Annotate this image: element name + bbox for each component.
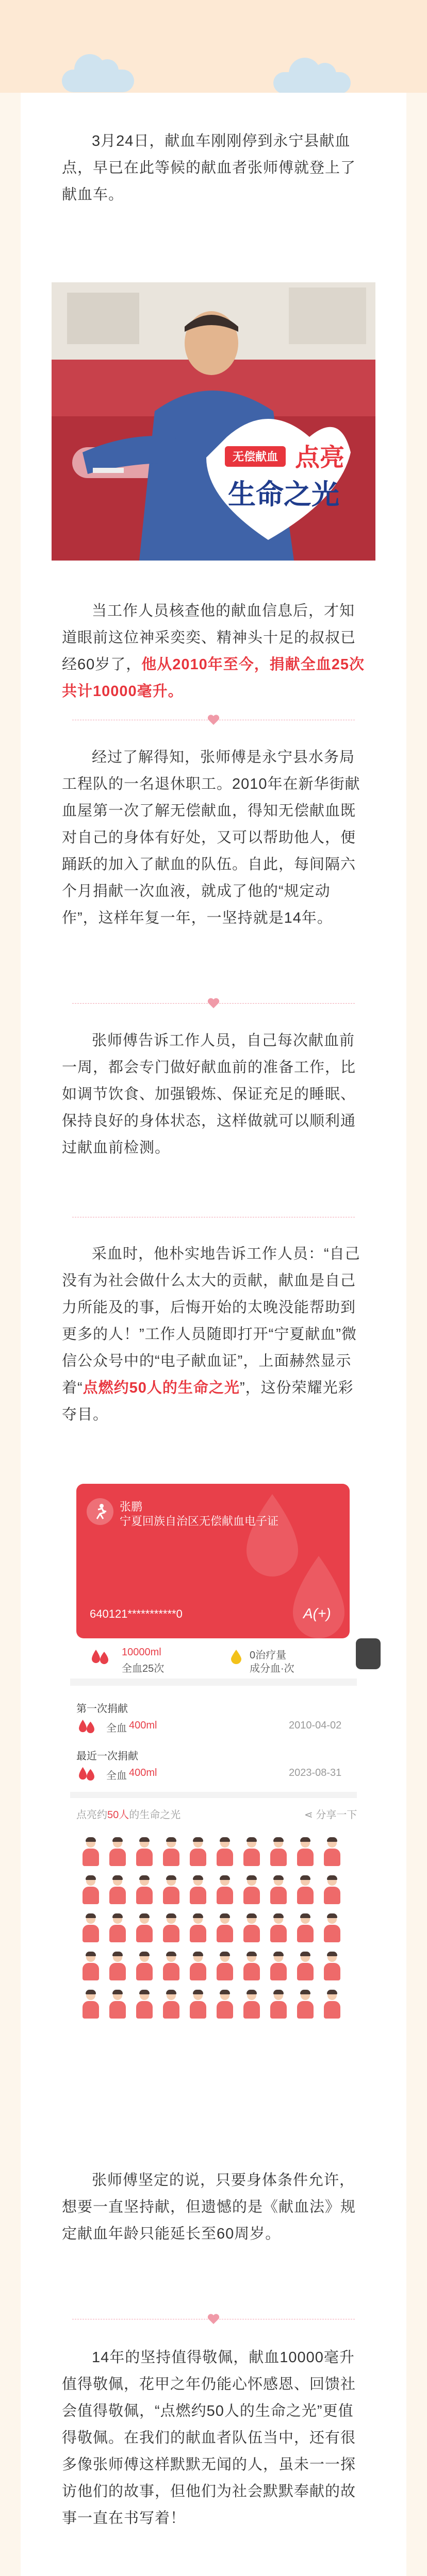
lit-lives-label-b: 的生命之光 (129, 1809, 181, 1821)
quote-text-end: ”，这份荣耀光彩夺目。 (62, 1380, 354, 1423)
lit-person-icon (295, 1876, 316, 1905)
platelet-volume: 0治疗量 (250, 1650, 287, 1661)
lit-person-icon (161, 1914, 182, 1943)
first-donation-date: 2010-04-02 (289, 1720, 342, 1731)
lit-person-icon (295, 1914, 316, 1943)
paragraph-commitment: 张师傅坚定的说，只要身体条件允许，想要一直坚持献，但遗憾的是《献血法》规定献血年龄只能延长至60周岁。 (62, 2172, 356, 2242)
recent-donation-date: 2023-08-31 (289, 1767, 342, 1778)
lit-person-icon (295, 1991, 316, 2020)
paragraph-verification (62, 598, 365, 705)
runner-icon (93, 1503, 107, 1520)
lit-person-icon (241, 1838, 262, 1867)
lit-person-icon (295, 1838, 316, 1867)
lit-person-icon (268, 1914, 289, 1943)
lit-person-icon (241, 1991, 262, 2020)
lit-person-icon (188, 1991, 208, 2020)
donation-highlight: 他从2010年至今，捐献全血25次共计10000毫升。 (62, 656, 365, 700)
certificate-separator (70, 1792, 357, 1798)
lit-person-icon (161, 1838, 182, 1867)
first-donation-volume: 400ml (129, 1720, 157, 1731)
lit-person-icon (322, 1953, 342, 1981)
paragraph-background: 经过了解得知，张师傅是永宁县水务局工程队的一名退休职工。2010年在新华街献血屋第一次了解无偿献血，得知无偿献血既对自己的身体有好处，又可以帮助他人，便踊跃的加入了献血的队伍。自此，每间隔六个月捐献一次血液，就成了他的“规定动作”，这样年复一年，一坚持就是14年。 (62, 749, 360, 926)
first-donation-type: 全血 (106, 1723, 127, 1734)
blood-drops-icon (91, 1649, 109, 1664)
paragraph-quote (62, 1241, 365, 1428)
lit-person-icon (188, 1953, 208, 1981)
lit-person-icon (215, 1914, 235, 1943)
certificate-blood-type: A(+) (303, 1605, 331, 1621)
divider-heart-icon (207, 714, 220, 725)
lit-person-icon (134, 1914, 155, 1943)
paragraph-arrival: 3月24日，献血车刚刚停到永宁县献血点，早已在此等候的献血者张师傅就登上了献血车。 (62, 133, 356, 203)
certificate-id-number: 640121***********0 (90, 1607, 183, 1620)
lit-person-icon (134, 1876, 155, 1905)
cloud-decoration-left (62, 70, 134, 92)
lit-person-icon (80, 1953, 101, 1981)
lit-person-icon (268, 1876, 289, 1905)
certificate-holder-name: 张鹏 (120, 1500, 143, 1513)
lit-person-icon (241, 1914, 262, 1943)
lit-person-icon (322, 1876, 342, 1905)
quote-text: 采血时，他朴实地告诉工作人员：“自己没有为社会做什么太大的贡献，献血是自己力所能及的事，后悔开始的太晚没能帮助到更多的人！”工作人员随即打开“宁夏献血”微信公众号中的“电子献血证”，上面赫然显示着“ (62, 1246, 360, 1396)
lit-person-icon (188, 1914, 208, 1943)
lit-person-icon (241, 1876, 262, 1905)
share-icon: ⋖ (304, 1809, 316, 1821)
paragraph-preparation: 张师傅告诉工作人员，自己每次献血前一周，都会专门做好献血前的准备工作，比如调节饮食、加强锻炼、保证充足的睡眠、保持良好的身体状态，这样做就可以顺利通过献血前检测。 (62, 1032, 356, 1156)
lit-person-icon (268, 1991, 289, 2020)
platelet-subtitle: 成分血·次 (250, 1663, 294, 1674)
certificate-org: 宁夏回族自治区无偿献血电子证 (120, 1515, 279, 1528)
divider-heart-icon (207, 997, 220, 1009)
lit-person-icon (161, 1953, 182, 1981)
divider-heart-icon (207, 2313, 220, 2325)
lit-person-icon (134, 1991, 155, 2020)
lit-lives-label (76, 1806, 180, 1821)
first-donation-label: 第一次捐献 (76, 1703, 128, 1715)
share-button[interactable] (304, 1806, 357, 1821)
recent-donation-type: 全血 (106, 1770, 127, 1782)
total-volume: 10000ml (122, 1647, 161, 1658)
recent-donation-volume: 400ml (129, 1767, 157, 1778)
lit-person-icon (295, 1953, 316, 1981)
lit-person-icon (134, 1838, 155, 1867)
floating-scroll-button[interactable] (356, 1638, 381, 1669)
lit-person-icon (215, 1953, 235, 1981)
lit-person-icon (188, 1876, 208, 1905)
recent-donation-label: 最近一次捐献 (76, 1751, 138, 1762)
lit-person-icon (215, 1838, 235, 1867)
certificate-separator (70, 1679, 357, 1686)
total-count: 全血25次 (122, 1663, 165, 1674)
first-donation-icon (77, 1719, 96, 1733)
lit-people-grid (77, 1833, 346, 2153)
lit-person-icon (161, 1876, 182, 1905)
lit-person-icon (80, 1838, 101, 1867)
lit-person-icon (188, 1838, 208, 1867)
lit-person-icon (80, 1876, 101, 1905)
sign-label-top: 无偿献血 (232, 450, 278, 463)
cloud-decoration-right (273, 72, 351, 94)
lit-person-icon (107, 1991, 128, 2020)
platelet-drop-icon (230, 1649, 242, 1664)
lit-person-icon (322, 1838, 342, 1867)
sign-label-main: 点亮 (294, 444, 345, 471)
lit-person-icon (268, 1838, 289, 1867)
lit-person-icon (107, 1953, 128, 1981)
lit-lives-count: 50人 (107, 1809, 129, 1821)
lit-person-icon (80, 1914, 101, 1943)
lit-lives-label-a: 点亮约 (76, 1809, 107, 1821)
paragraph-conclusion: 14年的坚持值得敬佩，献血10000毫升值得敬佩，花甲之年仍能心怀感恩、回馈社会值得敬佩，“点燃约50人的生命之光”更值得敬佩。在我们的献血者队伍当中，还有很多像张师傅这样默默无闻的人，虽未一一探访他们的故事，但他们为社会默默奉献的故事一直在书写着！ (62, 2349, 356, 2527)
certificate-card[interactable] (76, 1484, 350, 1638)
lit-person-icon (107, 1914, 128, 1943)
lit-person-icon (215, 1876, 235, 1905)
share-label: 分享一下 (316, 1809, 357, 1821)
lit-lives-highlight: 点燃约50人的生命之光 (83, 1380, 240, 1396)
verification-text: 当工作人员核查他的献血信息后，才知道眼前这位神采奕奕、精神头十足的叔叔已经60岁了， (62, 603, 356, 673)
lit-person-icon (215, 1991, 235, 2020)
lit-person-icon (322, 1914, 342, 1943)
lit-person-icon (161, 1991, 182, 2020)
sign-label-sub: 生命之光 (228, 479, 339, 510)
lit-person-icon (80, 1991, 101, 2020)
donor-photo-illustration (52, 282, 375, 561)
lit-person-icon (241, 1953, 262, 1981)
lit-person-icon (107, 1876, 128, 1905)
lit-person-icon (107, 1838, 128, 1867)
recent-donation-icon (77, 1766, 96, 1781)
lit-person-icon (134, 1953, 155, 1981)
lit-person-icon (322, 1991, 342, 2020)
donor-photo (52, 282, 375, 561)
lit-person-icon (268, 1953, 289, 1981)
